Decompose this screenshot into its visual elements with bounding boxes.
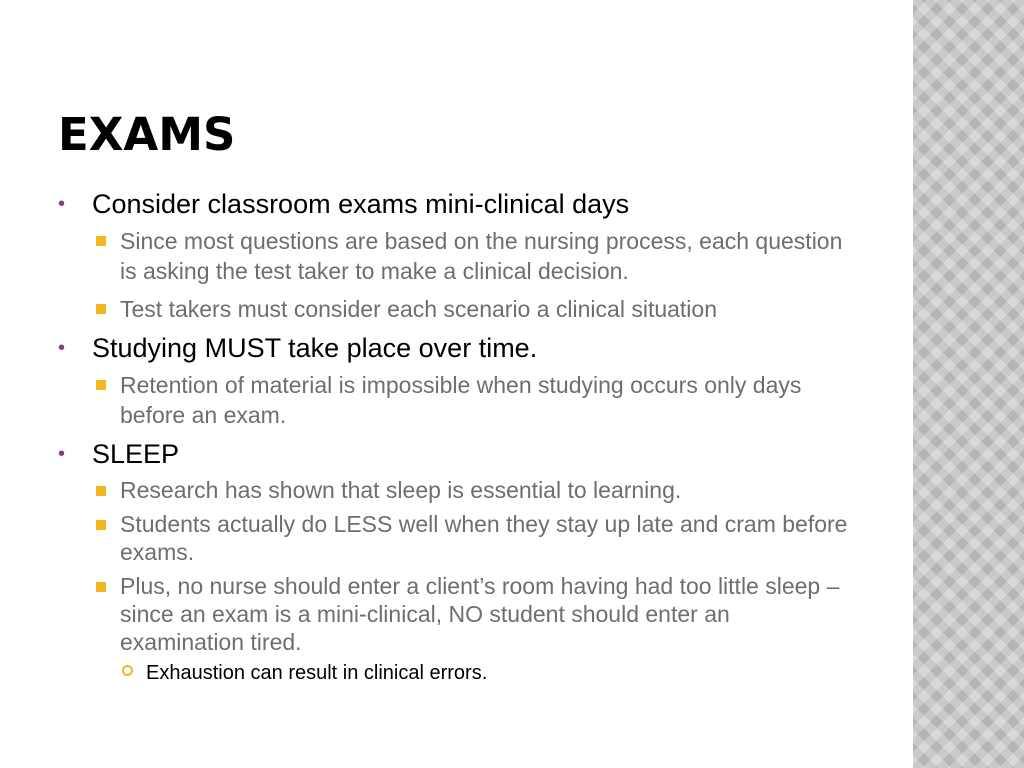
square-bullet-icon	[96, 486, 106, 496]
dot-bullet-icon: •	[58, 443, 66, 465]
bullet-item	[58, 438, 858, 470]
dot-bullet-icon: •	[58, 193, 66, 215]
square-bullet-icon	[96, 304, 106, 314]
sub-bullet-text: Since most questions are based on the nursing process, each question is asking the test taker to make a clinical decision.	[120, 228, 843, 284]
square-bullet-icon	[96, 582, 106, 592]
sub-bullet-text: Students actually do LESS well when they stay up late and cram before exams.	[120, 511, 848, 565]
decorative-side-panel	[913, 0, 1024, 768]
sub-bullet-item	[120, 572, 858, 656]
sub-bullet-text: Test takers must consider each scenario a clinical situation	[120, 296, 718, 322]
bullet-item	[58, 332, 858, 364]
sub-bullet-item	[120, 226, 858, 286]
slide-content	[58, 188, 858, 686]
sub-bullet-text: Plus, no nurse should enter a client’s room having had too little sleep – since an exam is a mini-clinical, NO student should enter an examination tired.	[120, 573, 840, 655]
ring-bullet-icon	[122, 665, 133, 676]
square-bullet-icon	[96, 380, 106, 390]
sub-sub-bullet-text: Exhaustion can result in clinical errors.	[146, 662, 488, 684]
dot-bullet-icon: •	[58, 337, 66, 359]
sub-sub-bullet-item	[146, 660, 858, 686]
sub-bullet-text: Retention of material is impossible when studying occurs only days before an exam.	[120, 372, 802, 428]
sub-bullet-item	[120, 370, 858, 430]
sub-bullet-item	[120, 476, 858, 504]
sub-bullet-item	[120, 510, 858, 566]
bullet-item	[58, 188, 858, 220]
square-bullet-icon	[96, 520, 106, 530]
square-bullet-icon	[96, 236, 106, 246]
sub-bullet-text: Research has shown that sleep is essential to learning.	[120, 477, 682, 503]
sub-bullet-item	[120, 294, 858, 324]
slide-title: EXAMS	[58, 108, 236, 161]
bullet-text: SLEEP	[92, 439, 180, 469]
bullet-text: Consider classroom exams mini-clinical days	[92, 189, 630, 219]
bullet-text: Studying MUST take place over time.	[92, 333, 538, 363]
